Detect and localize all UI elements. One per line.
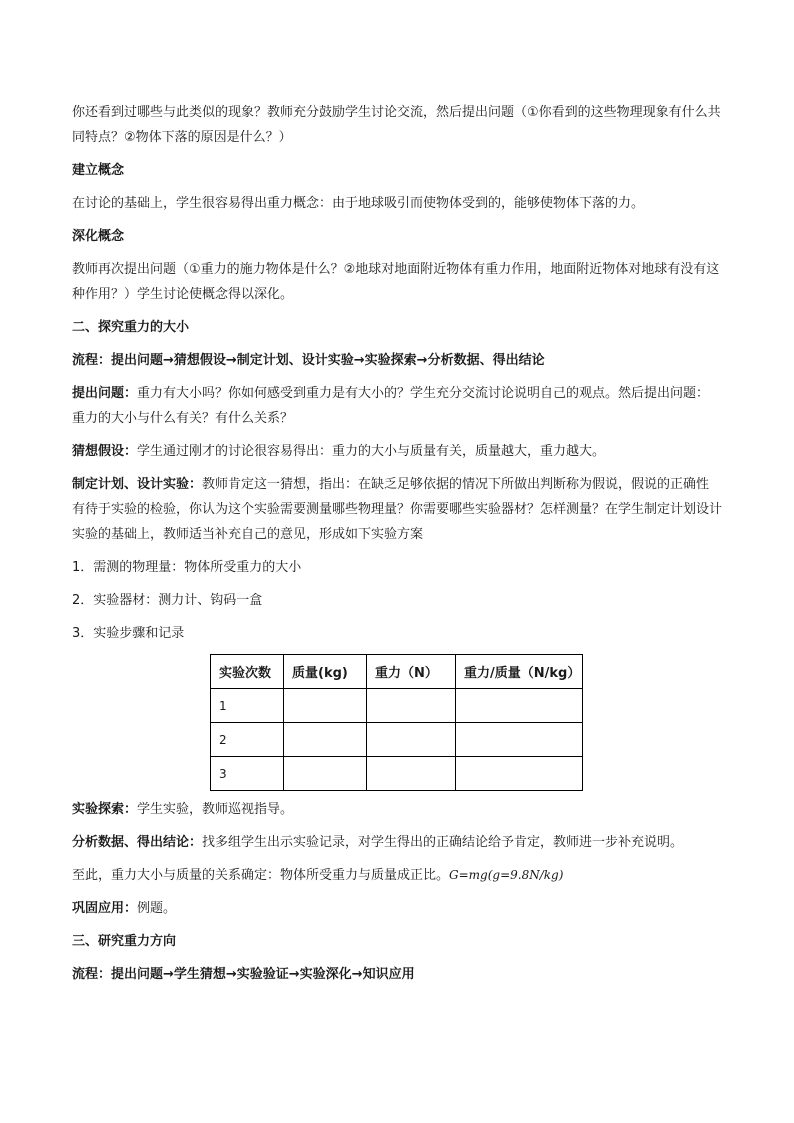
experiment-record-table [210, 654, 583, 791]
table-cell-mass [284, 757, 367, 791]
list-item-equipment: 2．实验器材：测力计、钩码一盒 [72, 593, 263, 608]
table-cell-mass [284, 689, 367, 723]
text-ask-question: 重力有大小吗？你如何感受到重力是有大小的？学生充分交流讨论说明自己的观点。然后提出问题：重力的大小与什么有关？有什么关系？ [72, 386, 710, 426]
text-experiment-explore: 学生实验，教师巡视指导。 [137, 802, 294, 817]
flow-gravity-direction: 流程：提出问题→学生猜想→实验验证→实验深化→知识应用 [72, 967, 415, 982]
paragraph-build-concept: 在讨论的基础上，学生很容易得出重力概念：由于地球吸引而使物体受到的，能够使物体下落的力。 [72, 196, 645, 211]
heading-build-concept: 建立概念 [72, 163, 125, 178]
paragraph-conclusion [72, 863, 722, 888]
table-cell-gravity [367, 689, 456, 723]
text-analyze-data: 找多组学生出示实验记录，对学生得出的正确结论给予肯定，教师进一步补充说明。 [202, 835, 684, 850]
table-cell-gravity [367, 757, 456, 791]
table-cell-trial: 3 [211, 757, 284, 791]
section-heading-gravity-magnitude: 二、探究重力的大小 [72, 320, 190, 335]
label-experiment-explore: 实验探索： [72, 802, 138, 817]
text-plan-design: 教师肯定这一猜想，指出：在缺乏足够依据的情况下所做出判断称为假说，假说的正确性有待于实验的检验，你认为这个实验需要测量哪些物理量？你需要哪些实验器材？怎样测量？在学生制定计划设计实验的基础上，教师适当补充自己的意见，形成如下实验方案 [72, 477, 723, 542]
text-apply: 例题。 [137, 901, 177, 916]
table-header-gravity: 重力（N） [367, 655, 456, 689]
text-hypothesis: 学生通过刚才的讨论很容易得出：重力的大小与质量有关，质量越大，重力越大。 [137, 444, 606, 459]
heading-deepen-concept: 深化概念 [72, 229, 125, 244]
paragraph-plan-design [72, 472, 722, 547]
table-cell-trial: 1 [211, 689, 284, 723]
paragraph-experiment-explore [72, 797, 722, 822]
label-ask-question: 提出问题： [72, 386, 138, 401]
table-cell-trial: 2 [211, 723, 284, 757]
label-apply: 巩固应用： [72, 901, 138, 916]
label-hypothesis: 猜想假设： [72, 444, 138, 459]
table-cell-gravity [367, 723, 456, 757]
label-plan-design: 制定计划、设计实验： [72, 477, 203, 492]
table-header-mass: 质量(kg) [284, 655, 367, 689]
section-heading-gravity-direction: 三、研究重力方向 [72, 934, 177, 949]
list-item-quantity: 1．需测的物理量：物体所受重力的大小 [72, 560, 302, 575]
table-header-row [211, 655, 583, 689]
table-row [211, 723, 583, 757]
table-cell-ratio [456, 723, 583, 757]
table-header-trial: 实验次数 [211, 655, 284, 689]
paragraph-deepen-concept: 教师再次提出问题（①重力的施力物体是什么？②地球对地面附近物体有重力作用，地面附近物体对地球有没有这种作用？）学生讨论使概念得以深化。 [72, 262, 720, 302]
table-cell-ratio [456, 757, 583, 791]
paragraph-analyze-data [72, 830, 722, 855]
table-cell-mass [284, 723, 367, 757]
table-cell-ratio [456, 689, 583, 723]
paragraph-discussion: 你还看到过哪些与此类似的现象？教师充分鼓励学生讨论交流，然后提出问题（①你看到的这些物理现象有什么共同特点？②物体下落的原因是什么？） [72, 105, 721, 145]
paragraph-hypothesis [72, 439, 722, 464]
table-row [211, 689, 583, 723]
list-item-steps: 3．实验步骤和记录 [72, 626, 185, 641]
document-body [72, 100, 722, 995]
gravity-formula: G=mg(g=9.8N/kg) [449, 868, 564, 882]
table-row [211, 757, 583, 791]
paragraph-apply [72, 896, 722, 921]
table-header-ratio: 重力/质量（N/kg） [456, 655, 583, 689]
paragraph-ask-question [72, 381, 722, 431]
flow-gravity-magnitude: 流程：提出问题→猜想假设→制定计划、设计实验→实验探索→分析数据、得出结论 [72, 353, 545, 368]
text-conclusion: 至此，重力大小与质量的关系确定：物体所受重力与质量成正比。 [72, 868, 450, 883]
label-analyze-data: 分析数据、得出结论： [72, 835, 203, 850]
